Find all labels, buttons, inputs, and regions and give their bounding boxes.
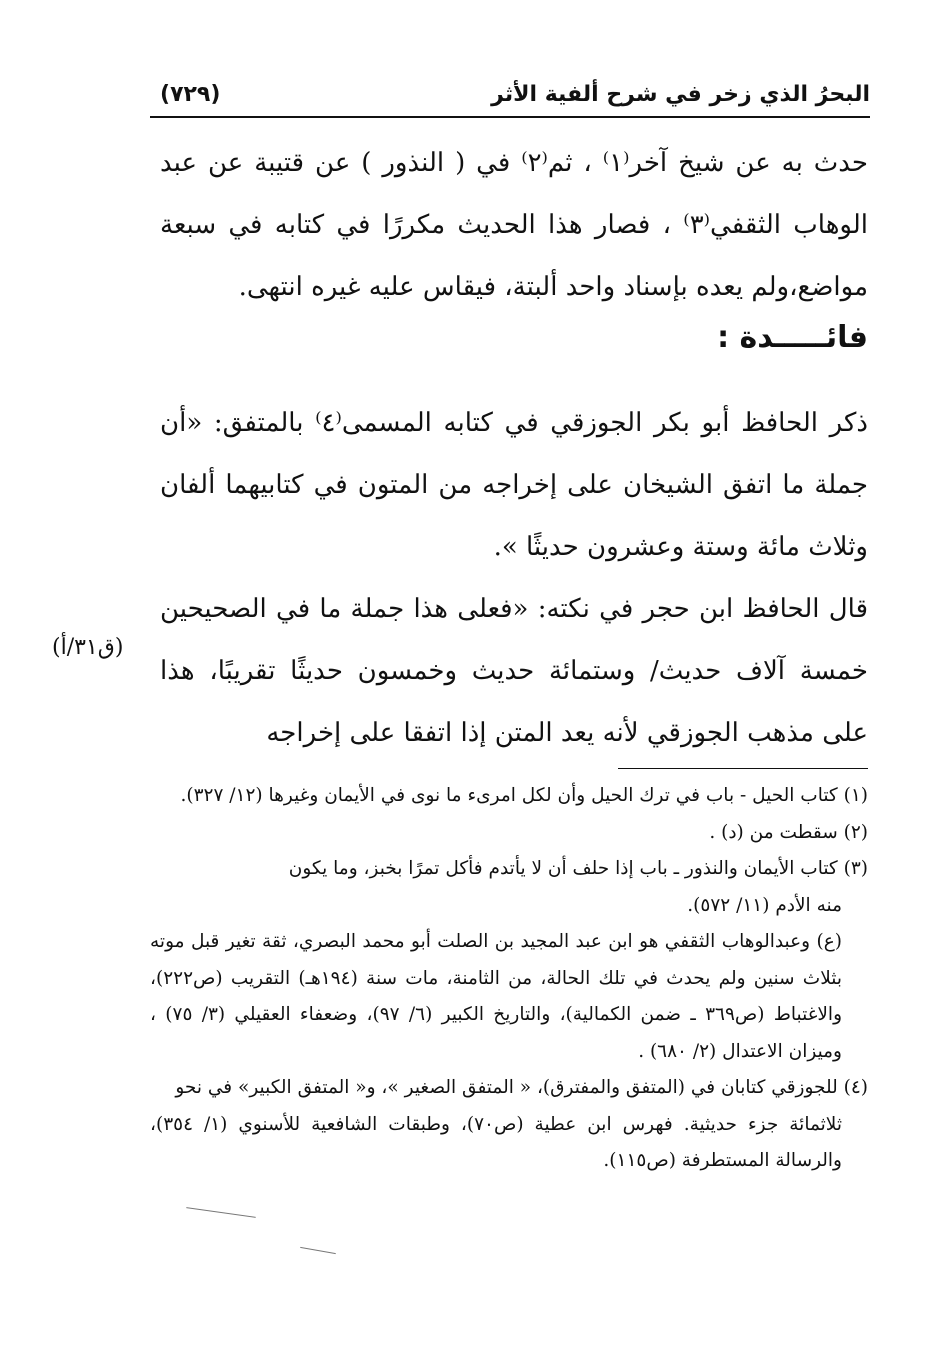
footnotes — [150, 778, 868, 1180]
footnote-2: (٢) سقطت من (د) . — [709, 821, 868, 843]
footnote-4-continued: ثلاثمائة جزء حديثية. فهرس ابن عطية (ص٧٠)، وطبقات الشافعية للأسنوي (١/ ٣٥٤)، والرسالة المستطرفة (ص١١٥). — [150, 1113, 842, 1171]
section-heading: فائـــــدة : — [717, 320, 868, 355]
footnote-4: (٤) للجوزقي كتابان في (المتفق والمفترق)، « المتفق الصغير »، و« المتفق الكبير» في نحو — [175, 1077, 868, 1098]
scan-artifact-line — [300, 1247, 336, 1254]
footnote-3: (٣) كتاب الأيمان والنذور ـ باب إذا حلف أن لا يأتدم فأكل تمرًا بخبز، وما يكون — [288, 858, 868, 879]
page-header — [150, 72, 870, 118]
scan-artifact-line — [186, 1207, 255, 1218]
page-number: (٧٢٩) — [160, 82, 221, 107]
footnote-divider — [618, 768, 868, 769]
book-title: البحرُ الذي زخر في شرح ألفية الأثر — [491, 82, 870, 107]
footnote-3-biography: (ع) وعبدالوهاب الثقفي هو ابن عبد المجيد بن الصلت أبو محمد البصري، ثقة تغير قبل موته بثلاث سنين ولم يحدث في تلك الحالة، من الثامنة، مات سنة (١٩٤هـ) التقريب (ص٢٢٢)، والاغتباط (ص٣٦٩ ـ ضمن الكمالية)، والتاريخ الكبير (٦/ ٩٧)، وضعفاء العقيلي (٣/ ٧٥) ، وميزان الاعتدال (٢/ ٦٨٠) . — [150, 931, 842, 1062]
manuscript-folio-note: (ق٣١/أ) — [52, 635, 124, 660]
paragraph-2: ذكر الحافظ أبو بكر الجوزقي في كتابه المسمى⁽٤⁾ بالمتفق: «أن جملة ما اتفق الشيخان على إخراجه من المتون في كتابيهما ألفان وثلاث مائة وستة وعشرون حديثًا ». — [160, 408, 868, 562]
footnote-1: (١) كتاب الحيل - باب في ترك الحيل وأن لكل امرىء ما نوى في الأيمان وغيرها (١٢/ ٣٢٧). — [180, 785, 868, 806]
footnote-3-continued: منه الأدم (١١/ ٥٧٢). — [687, 894, 842, 916]
paragraph-1: حدث به عن شيخ آخر⁽١⁾ ، ثم⁽٢⁾ في ( النذور ) عن قتيبة عن عبد الوهاب الثقفي⁽٣⁾ ، فصار هذا الحديث مكررًا في كتابه في سبعة مواضع،ولم يعده بإسناد واحد ألبتة، فيقاس عليه غيره انتهى. — [160, 148, 868, 302]
paragraph-3: قال الحافظ ابن حجر في نكته: «فعلى هذا جملة ما في الصحيحين خمسة آلاف حديث/ وستمائة حديث وخمسون حديثًا تقريبًا، هذا على مذهب الجوزقي لأنه يعد المتن إذا اتفقا على إخراجه — [160, 594, 868, 748]
